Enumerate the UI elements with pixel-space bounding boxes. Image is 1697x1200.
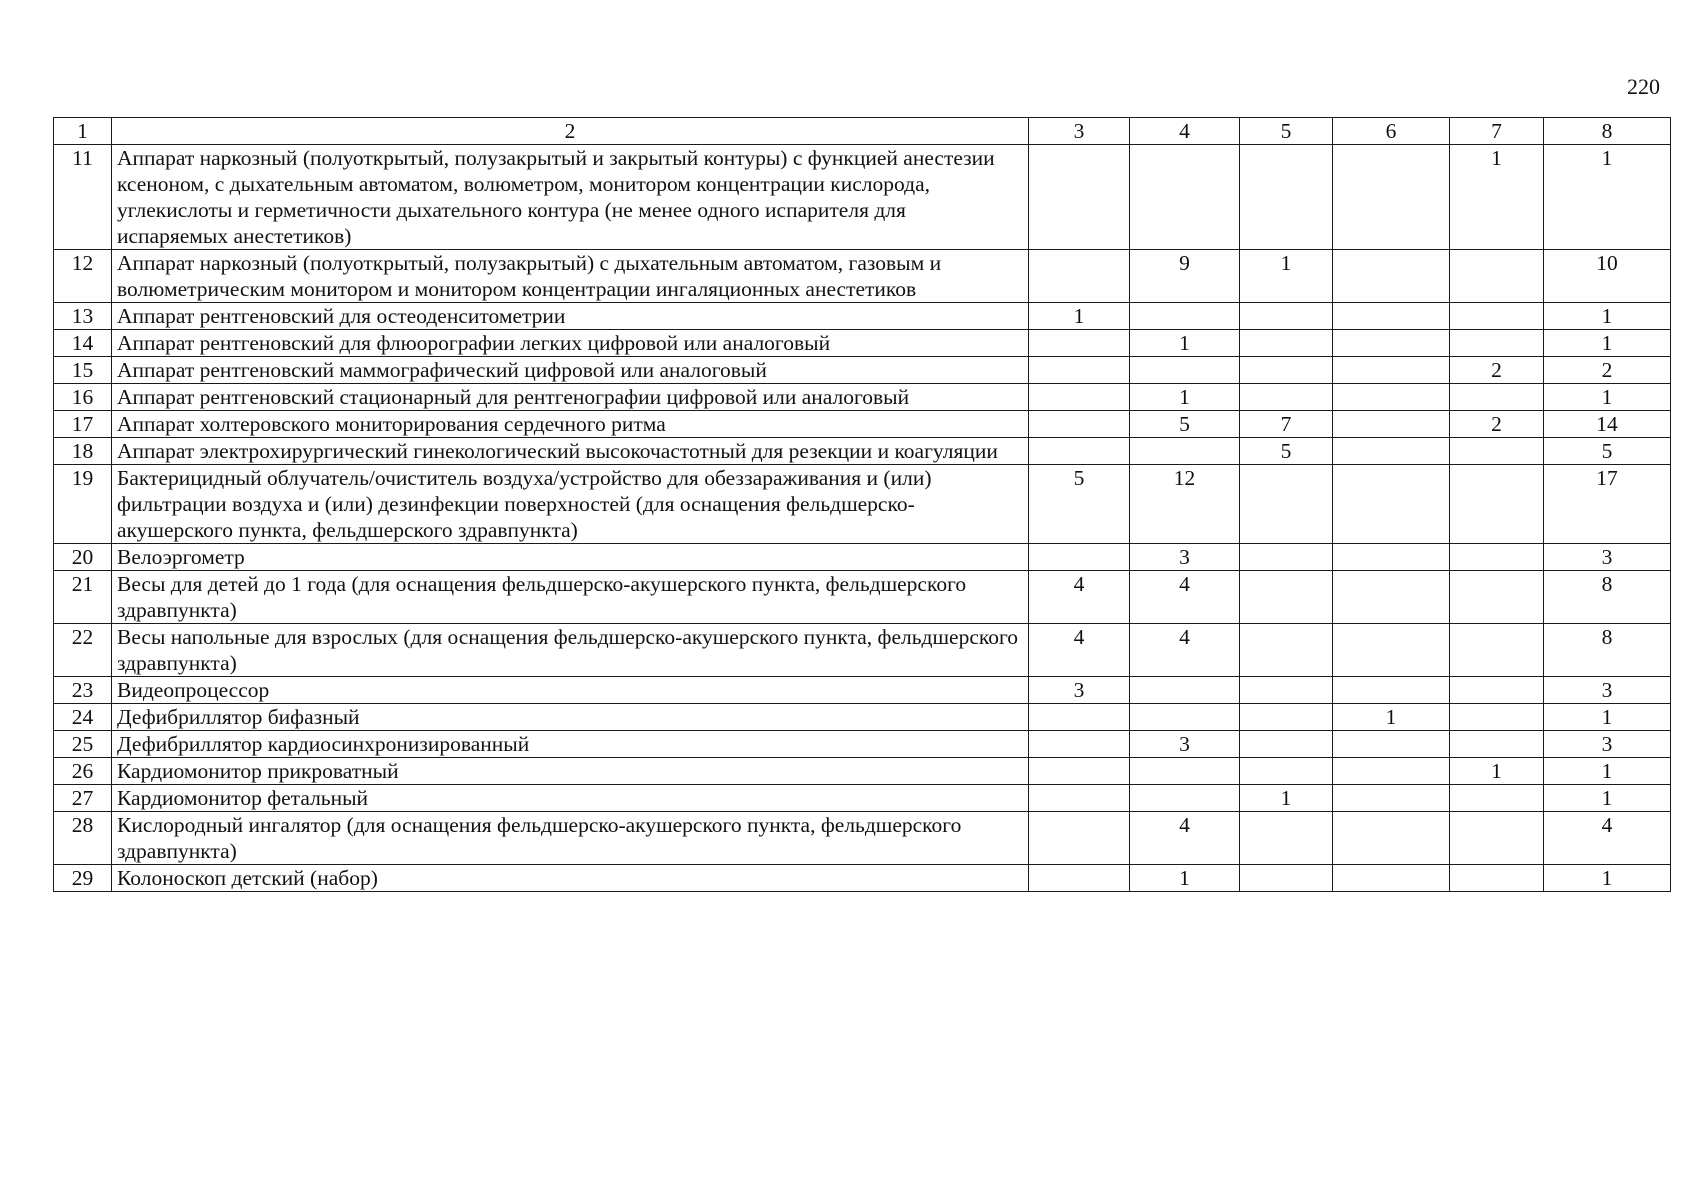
col7-cell: [1450, 384, 1544, 411]
col3-cell: [1029, 758, 1130, 785]
col5-cell: [1240, 145, 1333, 250]
col3-cell: [1029, 785, 1130, 812]
col7-cell: [1450, 865, 1544, 892]
item-name-cell: Бактерицидный облучатель/очиститель воздуха/устройство для обеззараживания и (или) фильтрации воздуха и (или) дезинфекции поверхностей (для оснащения фельдшерско-акушерского пункта, фельдшерского здравпункта): [112, 465, 1029, 544]
table-row: [54, 677, 1671, 704]
col5-cell: [1240, 704, 1333, 731]
col3-cell: [1029, 357, 1130, 384]
col4-cell: [1130, 438, 1240, 465]
col4-cell: 4: [1130, 624, 1240, 677]
item-name-cell: Аппарат рентгеновский стационарный для рентгенографии цифровой или аналоговый: [112, 384, 1029, 411]
col6-cell: [1333, 812, 1450, 865]
item-name-cell: Аппарат рентгеновский для флюорографии легких цифровой или аналоговый: [112, 330, 1029, 357]
col5-cell: [1240, 384, 1333, 411]
col5-cell: [1240, 865, 1333, 892]
col5-cell: [1240, 303, 1333, 330]
table-row: [54, 438, 1671, 465]
table-header-row: [54, 118, 1671, 145]
table-row: [54, 758, 1671, 785]
col3-cell: [1029, 544, 1130, 571]
col6-cell: [1333, 677, 1450, 704]
col7-cell: [1450, 785, 1544, 812]
col4-cell: 1: [1130, 384, 1240, 411]
col6-cell: [1333, 865, 1450, 892]
col7-cell: [1450, 465, 1544, 544]
col7-cell: [1450, 544, 1544, 571]
row-number-cell: 18: [54, 438, 112, 465]
item-name-cell: Аппарат рентгеновский маммографический цифровой или аналоговый: [112, 357, 1029, 384]
col4-cell: 12: [1130, 465, 1240, 544]
col3-cell: [1029, 438, 1130, 465]
col6-cell: [1333, 465, 1450, 544]
col8-cell: 8: [1544, 624, 1671, 677]
item-name-cell: Аппарат рентгеновский для остеоденситометрии: [112, 303, 1029, 330]
row-number-cell: 26: [54, 758, 112, 785]
row-number-cell: 21: [54, 571, 112, 624]
col7-cell: [1450, 330, 1544, 357]
header-cell-4: 4: [1130, 118, 1240, 145]
col4-cell: 9: [1130, 250, 1240, 303]
col8-cell: 1: [1544, 865, 1671, 892]
col6-cell: [1333, 411, 1450, 438]
col4-cell: 5: [1130, 411, 1240, 438]
col3-cell: 1: [1029, 303, 1130, 330]
row-number-cell: 17: [54, 411, 112, 438]
col8-cell: 4: [1544, 812, 1671, 865]
header-cell-1: 1: [54, 118, 112, 145]
col3-cell: 5: [1029, 465, 1130, 544]
row-number-cell: 13: [54, 303, 112, 330]
table-row: [54, 704, 1671, 731]
col5-cell: [1240, 571, 1333, 624]
col7-cell: [1450, 731, 1544, 758]
item-name-cell: Кардиомонитор прикроватный: [112, 758, 1029, 785]
col8-cell: 17: [1544, 465, 1671, 544]
item-name-cell: Аппарат наркозный (полуоткрытый, полузакрытый) с дыхательным автоматом, газовым и волюметрическим монитором и монитором концентрации ингаляционных анестетиков: [112, 250, 1029, 303]
item-name-cell: Аппарат наркозный (полуоткрытый, полузакрытый и закрытый контуры) с функцией анестезии ксеноном, с дыхательным автоматом, волюметром, монитором концентрации кислорода, углекислоты и герметичности дыхательного контура (не менее одного испарителя для испаряемых анестетиков): [112, 145, 1029, 250]
col4-cell: [1130, 303, 1240, 330]
col8-cell: 3: [1544, 677, 1671, 704]
row-number-cell: 14: [54, 330, 112, 357]
col8-cell: 2: [1544, 357, 1671, 384]
col4-cell: [1130, 677, 1240, 704]
item-name-cell: Дефибриллятор бифазный: [112, 704, 1029, 731]
col3-cell: [1029, 731, 1130, 758]
item-name-cell: Дефибриллятор кардиосинхронизированный: [112, 731, 1029, 758]
col4-cell: [1130, 145, 1240, 250]
col6-cell: [1333, 330, 1450, 357]
table-row: [54, 357, 1671, 384]
item-name-cell: Велоэргометр: [112, 544, 1029, 571]
col3-cell: 4: [1029, 571, 1130, 624]
row-number-cell: 19: [54, 465, 112, 544]
col3-cell: [1029, 384, 1130, 411]
table-row: [54, 384, 1671, 411]
col3-cell: [1029, 704, 1130, 731]
col7-cell: [1450, 303, 1544, 330]
table-row: [54, 812, 1671, 865]
table-row: [54, 411, 1671, 438]
header-cell-6: 6: [1333, 118, 1450, 145]
col4-cell: 4: [1130, 571, 1240, 624]
col3-cell: [1029, 865, 1130, 892]
table-row: [54, 571, 1671, 624]
col5-cell: [1240, 357, 1333, 384]
col6-cell: [1333, 250, 1450, 303]
row-number-cell: 20: [54, 544, 112, 571]
col8-cell: 3: [1544, 544, 1671, 571]
row-number-cell: 22: [54, 624, 112, 677]
col8-cell: 1: [1544, 758, 1671, 785]
col8-cell: 1: [1544, 704, 1671, 731]
item-name-cell: Аппарат электрохирургический гинекологический высокочастотный для резекции и коагуляции: [112, 438, 1029, 465]
item-name-cell: Колоноскоп детский (набор): [112, 865, 1029, 892]
col6-cell: [1333, 384, 1450, 411]
col3-cell: [1029, 145, 1130, 250]
col8-cell: 1: [1544, 145, 1671, 250]
col3-cell: 4: [1029, 624, 1130, 677]
header-cell-5: 5: [1240, 118, 1333, 145]
item-name-cell: Весы для детей до 1 года (для оснащения фельдшерско-акушерского пункта, фельдшерского здравпункта): [112, 571, 1029, 624]
row-number-cell: 15: [54, 357, 112, 384]
item-name-cell: Аппарат холтеровского мониторирования сердечного ритма: [112, 411, 1029, 438]
table-row: [54, 250, 1671, 303]
col8-cell: 1: [1544, 303, 1671, 330]
row-number-cell: 12: [54, 250, 112, 303]
equipment-table: [53, 117, 1671, 892]
col8-cell: 10: [1544, 250, 1671, 303]
col5-cell: [1240, 812, 1333, 865]
header-cell-8: 8: [1544, 118, 1671, 145]
col7-cell: [1450, 250, 1544, 303]
col8-cell: 8: [1544, 571, 1671, 624]
row-number-cell: 11: [54, 145, 112, 250]
col4-cell: 3: [1130, 544, 1240, 571]
col4-cell: 1: [1130, 330, 1240, 357]
col5-cell: 7: [1240, 411, 1333, 438]
header-cell-2: 2: [112, 118, 1029, 145]
col5-cell: [1240, 624, 1333, 677]
col3-cell: 3: [1029, 677, 1130, 704]
col7-cell: [1450, 677, 1544, 704]
col5-cell: [1240, 731, 1333, 758]
col5-cell: [1240, 465, 1333, 544]
table-row: [54, 865, 1671, 892]
col4-cell: [1130, 785, 1240, 812]
row-number-cell: 24: [54, 704, 112, 731]
col7-cell: 1: [1450, 758, 1544, 785]
col8-cell: 1: [1544, 785, 1671, 812]
col5-cell: [1240, 330, 1333, 357]
table-row: [54, 303, 1671, 330]
table-row: [54, 731, 1671, 758]
table-row: [54, 330, 1671, 357]
col8-cell: 14: [1544, 411, 1671, 438]
table-row: [54, 624, 1671, 677]
page-number: 220: [1627, 74, 1660, 99]
row-number-cell: 23: [54, 677, 112, 704]
col4-cell: 1: [1130, 865, 1240, 892]
col6-cell: [1333, 438, 1450, 465]
col6-cell: [1333, 758, 1450, 785]
table-row: [54, 785, 1671, 812]
col3-cell: [1029, 330, 1130, 357]
col3-cell: [1029, 812, 1130, 865]
row-number-cell: 16: [54, 384, 112, 411]
row-number-cell: 28: [54, 812, 112, 865]
header-cell-7: 7: [1450, 118, 1544, 145]
table-row: [54, 145, 1671, 250]
col8-cell: 5: [1544, 438, 1671, 465]
col3-cell: [1029, 250, 1130, 303]
col8-cell: 3: [1544, 731, 1671, 758]
item-name-cell: Видеопроцессор: [112, 677, 1029, 704]
col7-cell: [1450, 704, 1544, 731]
col7-cell: 2: [1450, 411, 1544, 438]
col4-cell: [1130, 758, 1240, 785]
col7-cell: [1450, 812, 1544, 865]
col6-cell: [1333, 303, 1450, 330]
col6-cell: [1333, 731, 1450, 758]
col5-cell: [1240, 544, 1333, 571]
col8-cell: 1: [1544, 330, 1671, 357]
col7-cell: [1450, 438, 1544, 465]
col6-cell: [1333, 145, 1450, 250]
item-name-cell: Кислородный ингалятор (для оснащения фельдшерско-акушерского пункта, фельдшерского здравпункта): [112, 812, 1029, 865]
col7-cell: 1: [1450, 145, 1544, 250]
header-cell-3: 3: [1029, 118, 1130, 145]
col3-cell: [1029, 411, 1130, 438]
col5-cell: [1240, 677, 1333, 704]
item-name-cell: Кардиомонитор фетальный: [112, 785, 1029, 812]
col4-cell: 3: [1130, 731, 1240, 758]
row-number-cell: 29: [54, 865, 112, 892]
col4-cell: 4: [1130, 812, 1240, 865]
col4-cell: [1130, 704, 1240, 731]
row-number-cell: 27: [54, 785, 112, 812]
col4-cell: [1130, 357, 1240, 384]
col6-cell: [1333, 357, 1450, 384]
col5-cell: 5: [1240, 438, 1333, 465]
col7-cell: [1450, 624, 1544, 677]
table-row: [54, 544, 1671, 571]
col5-cell: [1240, 758, 1333, 785]
col7-cell: [1450, 571, 1544, 624]
col6-cell: [1333, 785, 1450, 812]
col6-cell: [1333, 544, 1450, 571]
col6-cell: [1333, 571, 1450, 624]
col5-cell: 1: [1240, 250, 1333, 303]
col6-cell: 1: [1333, 704, 1450, 731]
table-row: [54, 465, 1671, 544]
row-number-cell: 25: [54, 731, 112, 758]
col5-cell: 1: [1240, 785, 1333, 812]
col6-cell: [1333, 624, 1450, 677]
col8-cell: 1: [1544, 384, 1671, 411]
item-name-cell: Весы напольные для взрослых (для оснащения фельдшерско-акушерского пункта, фельдшерского здравпункта): [112, 624, 1029, 677]
col7-cell: 2: [1450, 357, 1544, 384]
